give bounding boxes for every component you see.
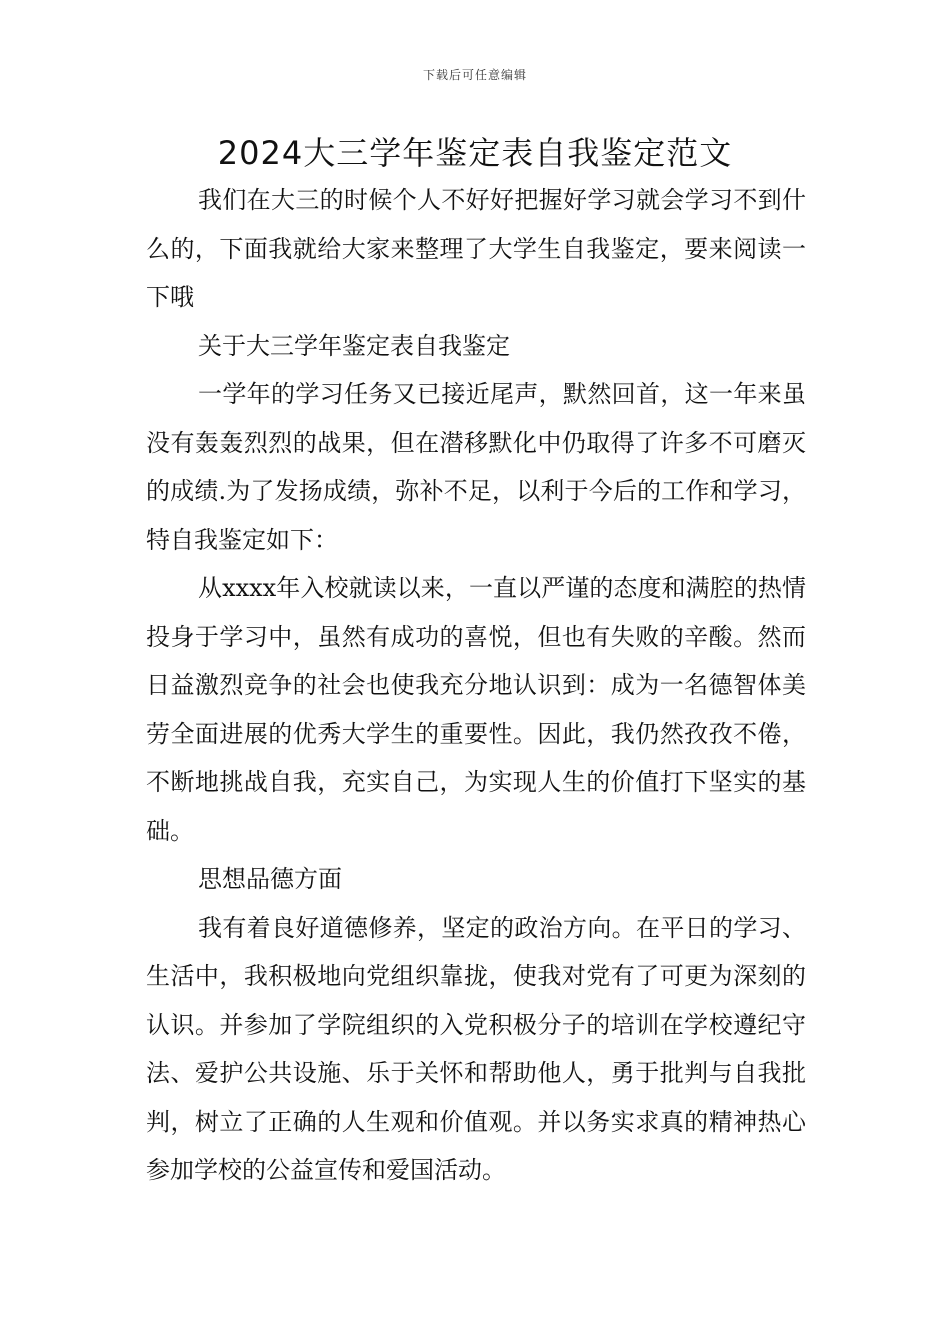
section-heading-appraisal: 关于大三学年鉴定表自我鉴定: [198, 331, 510, 360]
header-note: 下载后可任意编辑: [422, 68, 527, 82]
section-heading-morality: 思想品德方面: [198, 865, 342, 893]
intro-paragraph: 我们在大三的时候个人不好好把握好学习就会学习不到什么的，下面我就给大家来整理了大学生自我鉴定，要来阅读一下哦: [146, 186, 806, 311]
paragraph-morality: 我有着良好道德修养，坚定的政治方向。在平日的学习、生活中，我积极地向党组织靠拢，使我对党有了可更为深刻的认识。并参加了学院组织的入党积极分子的培训在学校遵纪守法、爱护公共设施、乐于关怀和帮助他人，勇于批判与自我批判，树立了正确的人生观和价值观。并以务实求真的精神热心参加学校的公益宣传和爱国活动。: [146, 913, 806, 1184]
document-title: 2024大三学年鉴定表自我鉴定范文: [217, 134, 733, 172]
paragraph-since-enrollment: 从xxxx年入校就读以来，一直以严谨的态度和满腔的热情投身于学习中，虽然有成功的喜悦，但也有失败的辛酸。然而日益激烈竞争的社会也使我充分地认识到：成为一名德智体美劳全面进展的优秀大学生的重要性。因此，我仍然孜孜不倦，不断地挑战自我，充实自己，为实现人生的价值打下坚实的基础。: [146, 574, 806, 845]
paragraph-year-summary: 一学年的学习任务又已接近尾声，默然回首，这一年来虽没有轰轰烈烈的战果，但在潜移默化中仍取得了许多不可磨灭的成绩.为了发扬成绩，弥补不足，以利于今后的工作和学习，特自我鉴定如下：: [146, 380, 806, 554]
document-body: [146, 176, 806, 1195]
